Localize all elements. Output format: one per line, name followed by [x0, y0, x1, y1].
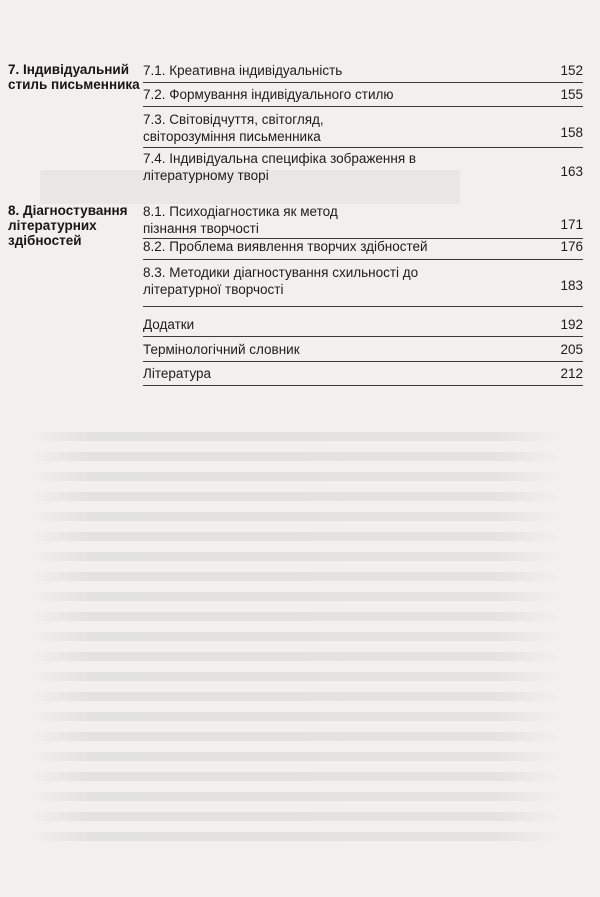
toc-entry-bibliography[interactable] — [143, 365, 583, 385]
divider — [143, 147, 583, 148]
entry-page-number: 152 — [560, 63, 583, 78]
entry-page-number: 205 — [560, 342, 583, 357]
divider — [143, 306, 583, 307]
entry-page-number: 158 — [560, 125, 583, 140]
entry-page-number: 212 — [560, 366, 583, 381]
divider — [143, 259, 583, 260]
entry-title: 8.1. Психодіагностика як метод пізнання творчості — [143, 204, 338, 236]
entry-page-number: 155 — [560, 87, 583, 102]
toc-entry-glossary[interactable] — [143, 341, 583, 361]
entry-page-number: 192 — [560, 317, 583, 332]
toc-entry-8-1[interactable] — [143, 203, 583, 239]
toc-entry-8-2[interactable] — [143, 238, 583, 258]
section-title-8: 8. Діагностування літературних здібностей — [8, 203, 128, 248]
entry-page-number: 183 — [560, 278, 583, 293]
divider — [143, 82, 583, 83]
divider — [143, 361, 583, 362]
divider — [143, 336, 583, 337]
entry-title: 7.1. Креативна індивідуальність — [143, 63, 343, 78]
entry-title: 8.3. Методики діагностування схильності до літературної творчості — [143, 265, 419, 297]
entry-title: Термінологічний словник — [143, 342, 300, 357]
divider — [143, 385, 583, 386]
toc-entry-7-1[interactable] — [143, 62, 583, 82]
divider — [143, 106, 583, 107]
entry-title: 7.4. Індивідуальна специфіка зображення в літературному творі — [143, 151, 417, 183]
entry-page-number: 171 — [560, 217, 583, 232]
toc-entry-appendix[interactable] — [143, 316, 583, 336]
entry-title: Література — [143, 366, 212, 381]
section-title-7: 7. Індивідуальний стиль письменника — [8, 62, 140, 92]
entry-title: Додатки — [143, 317, 195, 332]
toc-entry-7-4[interactable] — [143, 150, 583, 186]
toc-entry-7-2[interactable] — [143, 86, 583, 106]
entry-title: 7.3. Світовідчуття, світогляд, світорозуміння письменника — [143, 112, 324, 144]
entry-title: 8.2. Проблема виявлення творчих здібностей — [143, 239, 428, 254]
entry-page-number: 163 — [560, 164, 583, 179]
entry-page-number: 176 — [560, 239, 583, 254]
toc-entry-7-3[interactable] — [143, 111, 583, 147]
entry-title: 7.2. Формування індивідуального стилю — [143, 87, 394, 102]
toc-entry-8-3[interactable] — [143, 264, 583, 300]
